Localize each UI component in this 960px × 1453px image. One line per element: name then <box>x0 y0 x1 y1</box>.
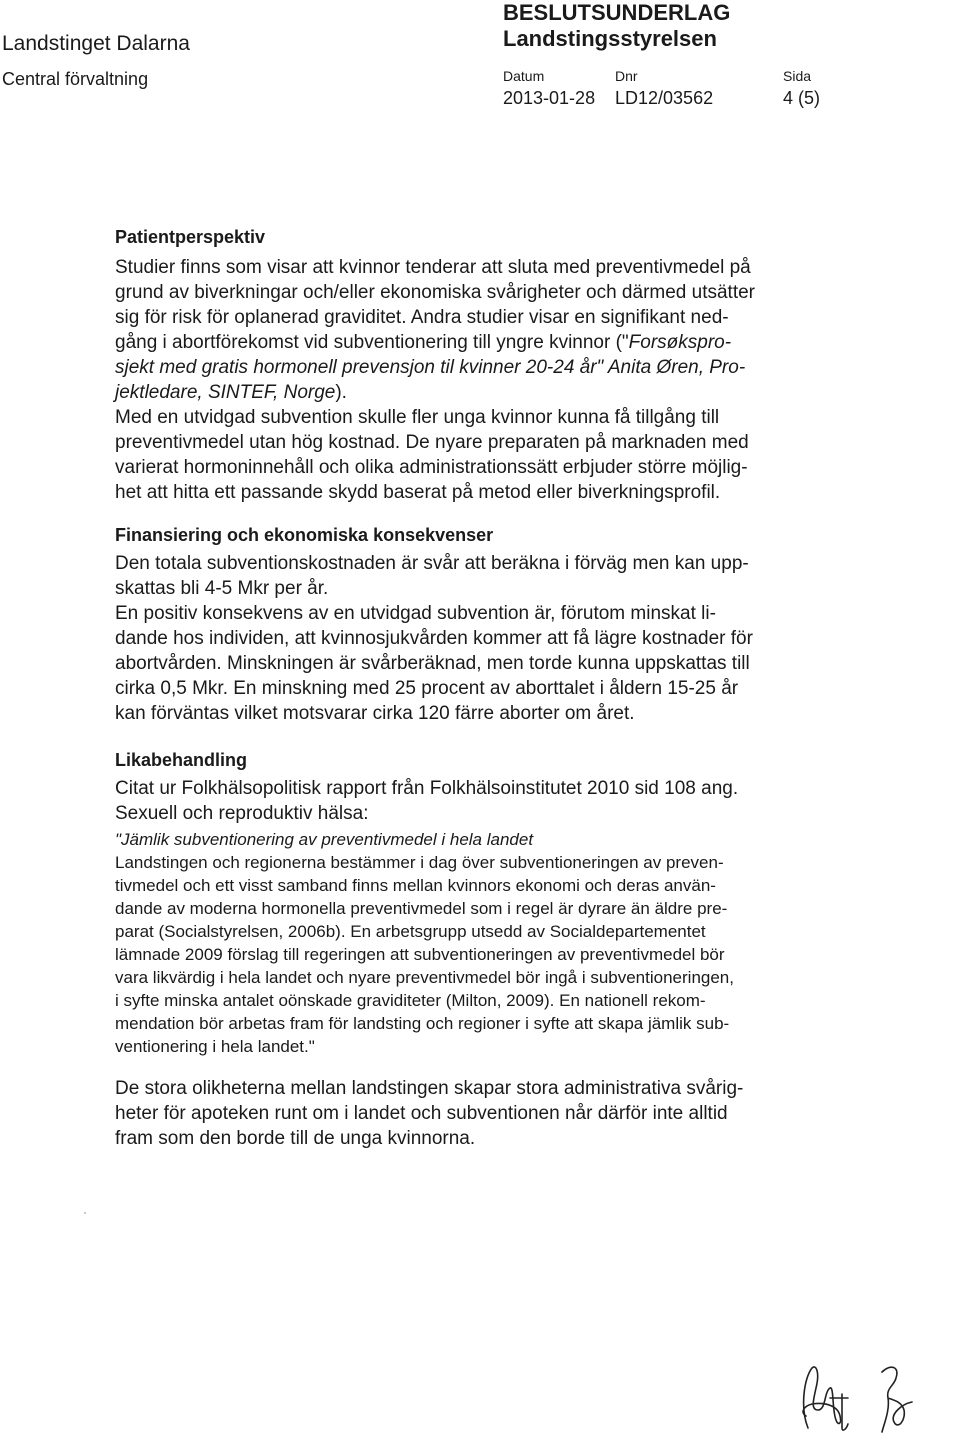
text-line <box>115 380 835 405</box>
board-name: Landstingsstyrelsen <box>503 26 717 51</box>
paragraph-patient <box>115 255 835 505</box>
quote-line: vara likvärdig i hela landet och nyare preventivmedel bör ingå i subventioneringen, <box>115 968 734 987</box>
quote-line: tivmedel och ett visst samband finns mellan kvinnors ekonomi och deras använ- <box>115 876 716 895</box>
quote-line: lämnade 2009 förslag till regeringen att subventioneringen av preventivmedel bör <box>115 945 725 964</box>
text-line: kan förväntas vilket motsvarar cirka 120 färre aborter om året. <box>115 703 635 724</box>
italic-citation: Forsøkspro- <box>628 332 732 353</box>
text-line: De stora olikheterna mellan landstingen skapar stora administrativa svårig- <box>115 1078 744 1099</box>
page-number: 4 (5) <box>783 88 821 108</box>
dnr-value: LD12/03562 <box>615 88 714 108</box>
paragraph-equality-closing <box>115 1076 835 1151</box>
paragraph-equality-intro <box>115 776 835 826</box>
quote-title: "Jämlik subventionering av preventivmedel i hela landet <box>115 830 534 849</box>
page-label: Sida <box>783 68 812 84</box>
text-segment: ). <box>335 382 347 403</box>
text-line: dande hos individen, att kvinnosjukvården kommer att få lägre kostnader för <box>115 628 753 649</box>
text-line: Med en utvidgad subvention skulle fler unga kvinnor kunna få tillgång till <box>115 407 720 428</box>
quote-line: parat (Socialstyrelsen, 2006b). En arbetsgrupp utsedd av Socialdepartementet <box>115 922 706 941</box>
quote-line: i syfte minska antalet oönskade graviditeter (Milton, 2009). En nationell rekom- <box>115 991 706 1010</box>
handwritten-initials <box>790 1358 930 1438</box>
text-line: het att hitta ett passande skydd baserat på metod eller biverkningsprofil. <box>115 482 721 503</box>
dnr-label: Dnr <box>615 68 638 84</box>
section-heading-patient: Patientperspektiv <box>115 227 266 247</box>
text-line: Den totala subventionskostnaden är svår att beräkna i förväg men kan upp- <box>115 553 749 574</box>
text-line: cirka 0,5 Mkr. En minskning med 25 procent av aborttalet i åldern 15-25 år <box>115 678 739 699</box>
text-line: Studier finns som visar att kvinnor tenderar att sluta med preventivmedel på <box>115 257 751 278</box>
quote-line: Landstingen och regionerna bestämmer i dag över subventioneringen av preven- <box>115 853 724 872</box>
quote-line: ventionering i hela landet." <box>115 1037 315 1056</box>
text-line: Citat ur Folkhälsopolitisk rapport från Folkhälsoinstitutet 2010 sid 108 ang. <box>115 778 739 799</box>
text-line: En positiv konsekvens av en utvidgad subvention är, förutom minskat li- <box>115 603 716 624</box>
text-line <box>115 330 835 355</box>
text-line: heter för apoteken runt om i landet och subventionen når därför inte alltid <box>115 1103 728 1124</box>
text-line: preventivmedel utan hög kostnad. De nyare preparaten på marknaden med <box>115 432 749 453</box>
section-heading-equality: Likabehandling <box>115 750 248 770</box>
text-line: skattas bli 4-5 Mkr per år. <box>115 578 329 599</box>
italic-citation: sjekt med gratis hormonell prevensjon til kvinner 20-24 år" Anita Øren, Pro- <box>115 357 746 378</box>
quote-line: dande av moderna hormonella preventivmedel som i regel är dyrare än äldre pre- <box>115 899 728 918</box>
initials-2 <box>882 1367 912 1432</box>
organization-name: Landstinget Dalarna <box>2 32 190 55</box>
paragraph-finance <box>115 551 835 726</box>
section-heading-finance: Finansiering och ekonomiska konsekvenser <box>115 525 494 545</box>
scan-speck <box>84 1212 86 1214</box>
department-name: Central förvaltning <box>2 69 149 89</box>
text-line: Sexuell och reproduktiv hälsa: <box>115 803 369 824</box>
text-line: grund av biverkningar och/eller ekonomiska svårigheter och därmed utsätter <box>115 282 755 303</box>
date-label: Datum <box>503 68 545 84</box>
text-line: abortvården. Minskningen är svårberäknad, men torde kunna uppskattas till <box>115 653 750 674</box>
document-type: BESLUTSUNDERLAG <box>503 0 731 25</box>
italic-citation: jektledare, SINTEF, Norge <box>115 382 336 403</box>
quote-block <box>115 828 835 1058</box>
text-line: sig för risk för oplanerad graviditet. Andra studier visar en signifikant ned- <box>115 307 729 328</box>
text-line: fram som den borde till de unga kvinnorna. <box>115 1128 476 1149</box>
quote-line: mendation bör arbetas fram för landsting och regioner i syfte att skapa jämlik sub- <box>115 1014 730 1033</box>
text-segment: gång i abortförekomst vid subventionering till yngre kvinnor (" <box>115 332 629 353</box>
text-line: varierat hormoninnehåll och olika administrationssätt erbjuder större möjlig- <box>115 457 748 478</box>
date-value: 2013-01-28 <box>503 88 596 108</box>
